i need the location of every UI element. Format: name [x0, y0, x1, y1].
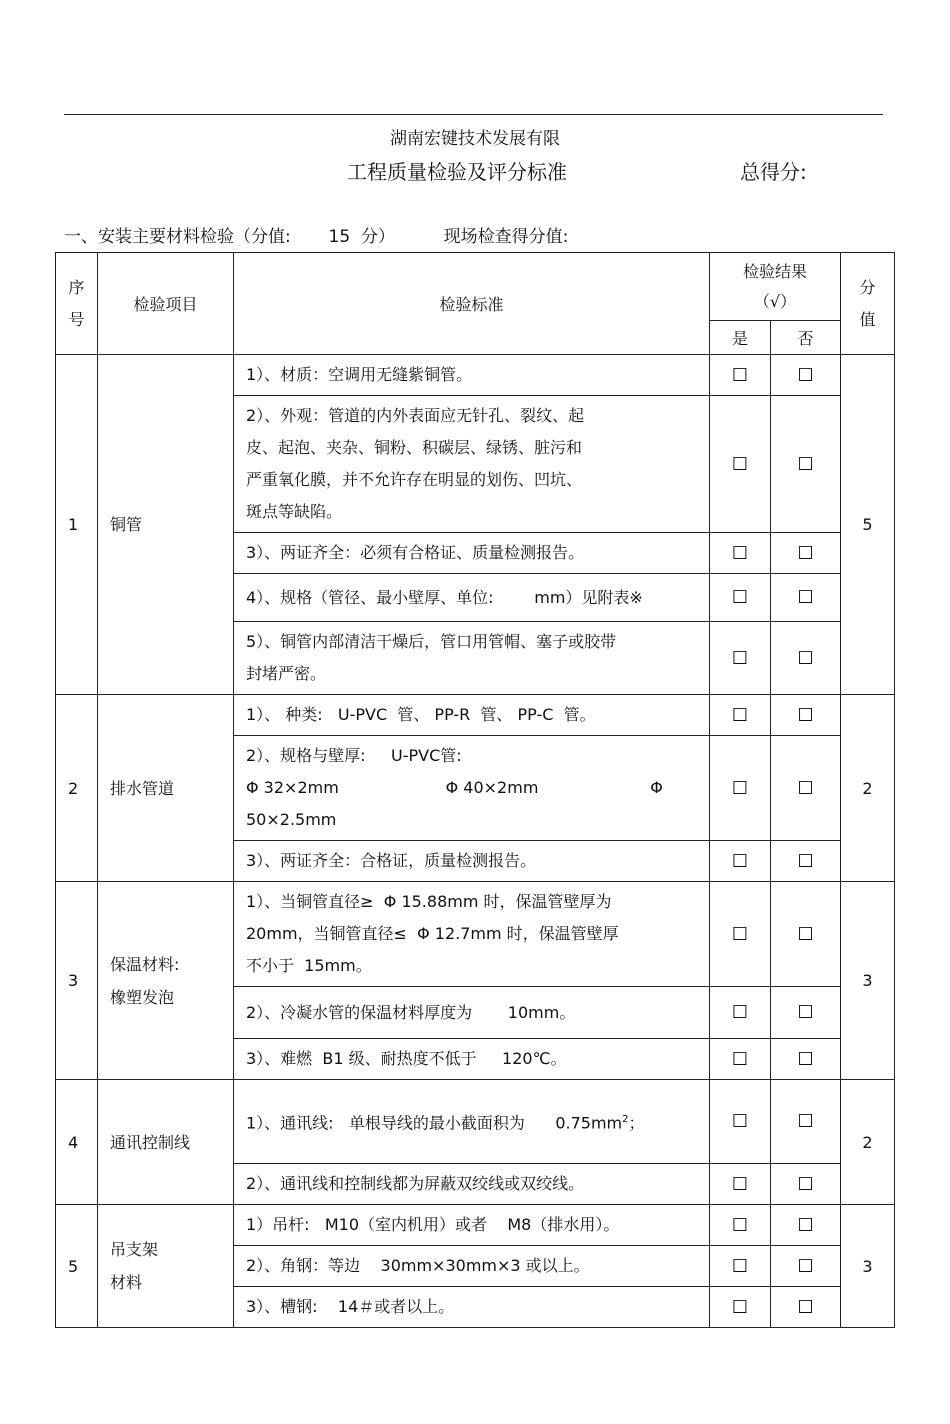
checkbox-yes[interactable]: ☐ — [710, 1080, 771, 1164]
checkbox-yes[interactable]: ☐ — [710, 987, 771, 1039]
inspection-standard — [234, 1205, 710, 1246]
standard-text: 3）、两证齐全：合格证，质量检测报告。 — [246, 851, 537, 870]
score-value: 2 — [841, 695, 895, 882]
score-value: 3 — [841, 1205, 895, 1328]
checkbox-no[interactable]: ☐ — [771, 622, 841, 695]
inspection-standard — [234, 736, 710, 841]
checkbox-no[interactable]: ☐ — [771, 987, 841, 1039]
table-row — [56, 355, 895, 396]
checkbox-yes[interactable]: ☐ — [710, 622, 771, 695]
checkbox-no[interactable]: ☐ — [771, 355, 841, 396]
inspection-standard — [234, 574, 710, 622]
score-value: 5 — [841, 355, 895, 695]
checkbox-yes[interactable]: ☐ — [710, 533, 771, 574]
inspection-standard — [234, 355, 710, 396]
header-yes: 是 — [710, 321, 771, 355]
checkbox-no[interactable]: ☐ — [771, 396, 841, 533]
standard-text: 2）、通讯线和控制线都为屏蔽双绞线或双绞线。 — [246, 1174, 585, 1193]
inspection-item: 保温材料: 橡塑发泡 — [98, 882, 234, 1080]
inspection-item: 吊支架 材料 — [98, 1205, 234, 1328]
standard-text: 1）、 种类: U-PVC 管、 PP-R 管、 PP-C 管。 — [246, 705, 596, 724]
checkbox-no[interactable]: ☐ — [771, 882, 841, 987]
checkbox-no[interactable]: ☐ — [771, 736, 841, 841]
inspection-standard — [234, 695, 710, 736]
header-no: 序 号 — [56, 253, 98, 355]
inspection-standard — [234, 533, 710, 574]
checkbox-no[interactable]: ☐ — [771, 1246, 841, 1287]
row-number: 1 — [56, 355, 98, 695]
inspection-table-body — [56, 253, 895, 1328]
standard-text: 2）、角钢：等边 30mm×30mm×3 或以上。 — [246, 1256, 590, 1275]
checkbox-yes[interactable]: ☐ — [710, 841, 771, 882]
checkbox-no[interactable]: ☐ — [771, 574, 841, 622]
checkbox-yes[interactable]: ☐ — [710, 695, 771, 736]
header-item: 检验项目 — [98, 253, 234, 355]
standard-text: 5）、铜管内部清洁干燥后，管口用管帽、塞子或胶带 封堵严密。 — [246, 632, 617, 683]
table-row — [56, 1080, 895, 1164]
checkbox-yes[interactable]: ☐ — [710, 882, 771, 987]
standard-text: 1）、当铜管直径≥ Φ 15.88mm 时，保温管壁厚为 20mm，当铜管直径≤ Φ 12.7mm 时，保温管壁厚 不小于 15mm。 — [246, 892, 619, 975]
inspection-standard — [234, 882, 710, 987]
row-number: 2 — [56, 695, 98, 882]
checkbox-yes[interactable]: ☐ — [710, 1205, 771, 1246]
table-row — [56, 695, 895, 736]
standard-text: 3）、难燃 B1 级、耐热度不低于 120℃。 — [246, 1049, 567, 1068]
standard-text: 1）吊杆: M10（室内机用）或者 M8（排水用）。 — [246, 1215, 620, 1234]
section-heading: 一、安装主要材料检验（分值: 15 分） 现场检查得分值: — [64, 227, 569, 247]
superscript: 2 — [622, 1113, 629, 1125]
checkbox-no[interactable]: ☐ — [771, 1039, 841, 1080]
checkbox-no[interactable]: ☐ — [771, 1205, 841, 1246]
inspection-standard — [234, 1039, 710, 1080]
total-score-label: 总得分: — [740, 160, 807, 184]
inspection-standard — [234, 841, 710, 882]
standard-text: 1）、材质：空调用无缝紫铜管。 — [246, 365, 473, 384]
checkbox-yes[interactable]: ☐ — [710, 1164, 771, 1205]
standard-text: 3）、槽钢: 14＃或者以上。 — [246, 1297, 455, 1316]
document-title: 工程质量检验及评分标准 — [347, 160, 567, 184]
checkbox-no[interactable]: ☐ — [771, 695, 841, 736]
standard-text: 3）、两证齐全：必须有合格证、质量检测报告。 — [246, 543, 585, 562]
row-number: 4 — [56, 1080, 98, 1205]
top-rule — [64, 114, 883, 115]
header-score: 分 值 — [841, 253, 895, 355]
checkbox-yes[interactable]: ☐ — [710, 1039, 771, 1080]
checkbox-yes[interactable]: ☐ — [710, 1246, 771, 1287]
inspection-item: 铜管 — [98, 355, 234, 695]
score-value: 3 — [841, 882, 895, 1080]
inspection-standard — [234, 1080, 710, 1164]
standard-text: 2）、冷凝水管的保温材料厚度为 10mm。 — [246, 1002, 576, 1022]
checkbox-no[interactable]: ☐ — [771, 1080, 841, 1164]
row-number: 5 — [56, 1205, 98, 1328]
checkbox-yes[interactable]: ☐ — [710, 736, 771, 841]
score-value: 2 — [841, 1080, 895, 1205]
inspection-standard — [234, 622, 710, 695]
table-row — [56, 882, 895, 987]
standard-text: 1）、通讯线: 单根导线的最小截面积为 0.75mm — [246, 1113, 623, 1133]
header-result: 检验结果 （√） — [710, 253, 841, 321]
checkbox-no[interactable]: ☐ — [771, 533, 841, 574]
header-standard: 检验标准 — [234, 253, 710, 355]
checkbox-no[interactable]: ☐ — [771, 841, 841, 882]
inspection-standard — [234, 987, 710, 1039]
company-name: 湖南宏键技术发展有限 — [390, 129, 560, 149]
row-number: 3 — [56, 882, 98, 1080]
inspection-standard — [234, 1246, 710, 1287]
standard-text-tail: ； — [628, 1113, 645, 1133]
header-row — [56, 253, 895, 321]
inspection-standard — [234, 1164, 710, 1205]
inspection-table — [55, 252, 895, 1328]
standard-text: 2）、规格与壁厚: U-PVC管: Φ 32×2mm Φ 40×2mm Φ 50×2.5mm — [246, 746, 663, 829]
checkbox-yes[interactable]: ☐ — [710, 574, 771, 622]
standard-text: 4）、规格（管径、最小壁厚、单位: mm）见附表※ — [246, 587, 643, 607]
inspection-item: 排水管道 — [98, 695, 234, 882]
checkbox-no[interactable]: ☐ — [771, 1287, 841, 1328]
checkbox-yes[interactable]: ☐ — [710, 396, 771, 533]
inspection-standard — [234, 1287, 710, 1328]
checkbox-yes[interactable]: ☐ — [710, 1287, 771, 1328]
checkbox-yes[interactable]: ☐ — [710, 355, 771, 396]
inspection-item: 通讯控制线 — [98, 1080, 234, 1205]
checkbox-no[interactable]: ☐ — [771, 1164, 841, 1205]
header-no-col: 否 — [771, 321, 841, 355]
table-row — [56, 1205, 895, 1246]
inspection-standard — [234, 396, 710, 533]
standard-text: 2）、外观：管道的内外表面应无针孔、裂纹、起 皮、起泡、夹杂、铜粉、积碳层、绿锈、脏污和 严重氧化膜，并不允许存在明显的划伤、凹坑、 斑点等缺陷。 — [246, 406, 585, 521]
